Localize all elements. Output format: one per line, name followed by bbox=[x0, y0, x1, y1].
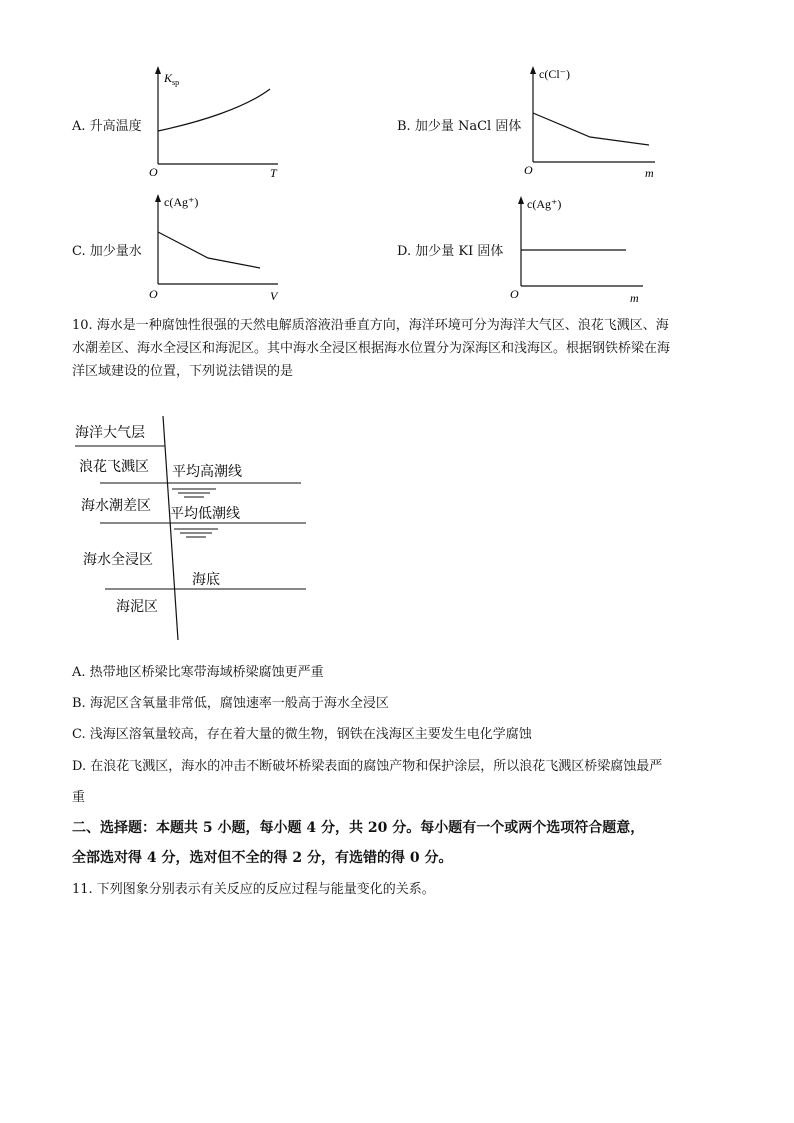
q10-option-a: A. 热带地区桥梁比寒带海域桥梁腐蚀更严重 bbox=[72, 665, 324, 680]
graph-d-origin: O bbox=[510, 287, 519, 301]
graph-d bbox=[505, 190, 665, 315]
q10-option-b: B. 海泥区含氧量非常低，腐蚀速率一般高于海水全浸区 bbox=[72, 696, 389, 711]
graph-b-origin: O bbox=[524, 163, 533, 177]
q10-option-d-continued: 重 bbox=[72, 790, 86, 805]
zone-tidal: 海水潮差区 bbox=[81, 499, 151, 514]
option-a-label: A. 升高温度 bbox=[72, 119, 142, 134]
graph-b-x-label: m bbox=[645, 166, 654, 180]
graph-d-y-label: c(Ag⁺) bbox=[527, 197, 562, 211]
graph-c-curve bbox=[158, 232, 260, 268]
graph-b-y-label: c(Cl⁻) bbox=[539, 67, 570, 81]
label-high-tide: 平均高潮线 bbox=[172, 465, 242, 480]
graph-c-y-label: c(Ag⁺) bbox=[164, 195, 199, 209]
option-b-label: B. 加少量 NaCl 固体 bbox=[397, 119, 522, 134]
section2-heading-line2: 全部选对得 4 分，选对但不全的得 2 分，有选错的得 0 分。 bbox=[72, 850, 453, 866]
graph-a bbox=[140, 60, 290, 185]
q11-stem: 11. 下列图象分别表示有关反应的反应过程与能量变化的关系。 bbox=[72, 882, 435, 897]
q10-option-c: C. 浅海区溶氧量较高，存在着大量的微生物，钢铁在浅海区主要发生电化学腐蚀 bbox=[72, 727, 532, 742]
zone-splash: 浪花飞溅区 bbox=[79, 460, 149, 475]
zone-immersion: 海水全浸区 bbox=[83, 553, 153, 568]
graph-b bbox=[515, 60, 665, 185]
zone-atmosphere: 海洋大气层 bbox=[75, 426, 145, 441]
section2-heading-line1: 二、选择题：本题共 5 小题，每小题 4 分，共 20 分。每小题有一个或两个选项符合题意， bbox=[72, 820, 645, 836]
graph-c-origin: O bbox=[149, 287, 158, 301]
graph-c bbox=[140, 190, 290, 315]
bridge-pier-line bbox=[163, 416, 178, 640]
q10-stem bbox=[72, 314, 670, 383]
zone-mud: 海泥区 bbox=[116, 600, 158, 615]
graph-b-y-arrow bbox=[530, 66, 536, 74]
graph-b-curve bbox=[533, 113, 649, 145]
graph-c-x-label: V bbox=[270, 289, 278, 303]
graph-a-origin: O bbox=[149, 165, 158, 179]
graph-a-y-arrow bbox=[155, 66, 161, 74]
graph-a-curve bbox=[158, 89, 270, 131]
q10-stem-line: 洋区域建设的位置，下列说法错误的是 bbox=[72, 364, 294, 379]
label-seabed: 海底 bbox=[192, 573, 220, 588]
graph-c-y-arrow bbox=[155, 194, 161, 202]
graph-d-y-arrow bbox=[518, 196, 524, 204]
option-c-label: C. 加少量水 bbox=[72, 244, 142, 259]
ocean-zone-diagram bbox=[70, 412, 315, 647]
q10-stem-line: 10. 海水是一种腐蚀性很强的天然电解质溶液沿垂直方向，海洋环境可分为海洋大气区、浪花飞溅区、海 bbox=[72, 318, 669, 333]
q10-option-d: D. 在浪花飞溅区，海水的冲击不断破坏桥梁表面的腐蚀产物和保护涂层，所以浪花飞溅区桥梁腐蚀最严 bbox=[72, 759, 663, 774]
option-d-label: D. 加少量 KI 固体 bbox=[397, 244, 504, 259]
graph-a-x-label: T bbox=[270, 166, 277, 180]
graph-d-x-label: m bbox=[630, 291, 639, 305]
q10-stem-line: 水潮差区、海水全浸区和海泥区。其中海水全浸区根据海水位置分为深海区和浅海区。根据钢铁桥梁在海 bbox=[72, 341, 671, 356]
label-low-tide: 平均低潮线 bbox=[170, 507, 240, 522]
graph-a-y-label: $K_{sp}$ bbox=[164, 71, 180, 87]
